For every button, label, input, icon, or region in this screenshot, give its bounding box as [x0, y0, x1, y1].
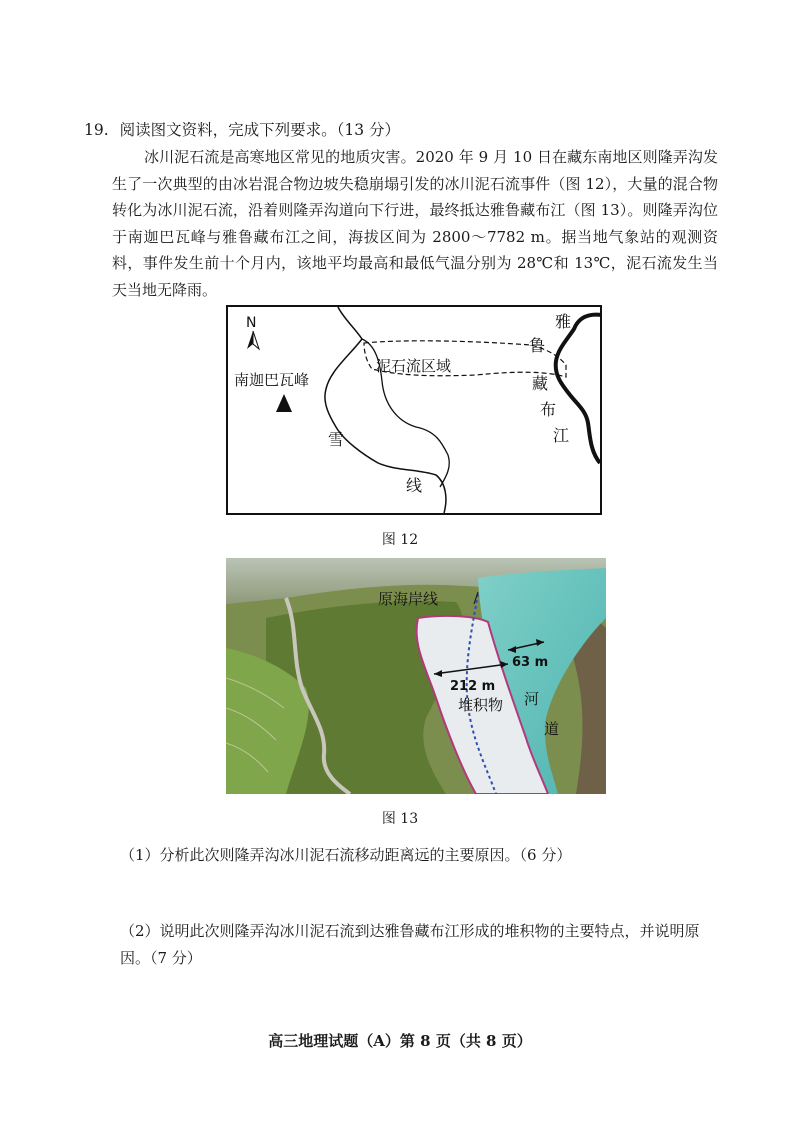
deposit-label: 堆积物: [458, 696, 504, 714]
figure-12-map: [226, 305, 602, 515]
peak-label: 南迦巴瓦峰: [234, 371, 310, 389]
river-char-3: 藏: [532, 374, 549, 393]
debris-label: 泥石流区域: [376, 357, 452, 375]
river-char-5: 江: [553, 426, 570, 445]
channel-char-2: 道: [544, 720, 560, 738]
subquestion-2: （2）说明此次则隆弄沟冰川泥石流到达雅鲁藏布江形成的堆积物的主要特点，并说明原因。（7 分）: [120, 922, 700, 967]
question-instruction: 阅读图文资料，完成下列要求。（13 分）: [119, 121, 400, 139]
snowline-char-2: 线: [406, 476, 423, 495]
width-right-label: 63 m: [512, 655, 549, 670]
subquestion-1: （1）分析此次则隆弄沟冰川泥石流移动距离远的主要原因。（6 分）: [120, 846, 572, 864]
width-left-label: 212 m: [450, 679, 496, 694]
question-header: [84, 118, 400, 140]
page-footer: 高三地理试题（A）第 8 页（共 8 页）: [268, 1032, 532, 1050]
passage: [112, 144, 718, 303]
figure-12-caption: 图 12: [381, 532, 419, 548]
river-char-4: 布: [540, 400, 557, 419]
shoreline-label: 原海岸线: [378, 590, 439, 608]
passage-text: 冰川泥石流是高寒地区常见的地质灾害。2020 年 9 月 10 日在藏东南地区则隆弄沟发生了一次典型的由冰岩混合物边坡失稳崩塌引发的冰川泥石流事件（图 12），大量的混合物转化为冰川泥石流，沿着则隆弄沟道向下行进，最终抵达雅鲁藏布江（图 13）。则隆弄沟位于南迦巴瓦峰与雅鲁藏布江之间，海拔区间为 2800～7782 m。据当地气象站的观测资料，事件发生前十个月内，该地平均最高和最低气温分别为 28℃和 13℃，泥石流发生当天当地无降雨。: [112, 148, 718, 299]
snowline-char-1: 雪: [328, 430, 345, 449]
north-label: N: [246, 315, 257, 331]
river-char-2: 鲁: [529, 336, 546, 355]
channel-char-1: 河: [524, 690, 540, 708]
question-number: 19.: [84, 121, 109, 139]
river-char-1: 雅: [555, 312, 572, 331]
figure-13-photo: [226, 558, 606, 794]
figure-13-caption: 图 13: [381, 811, 419, 827]
